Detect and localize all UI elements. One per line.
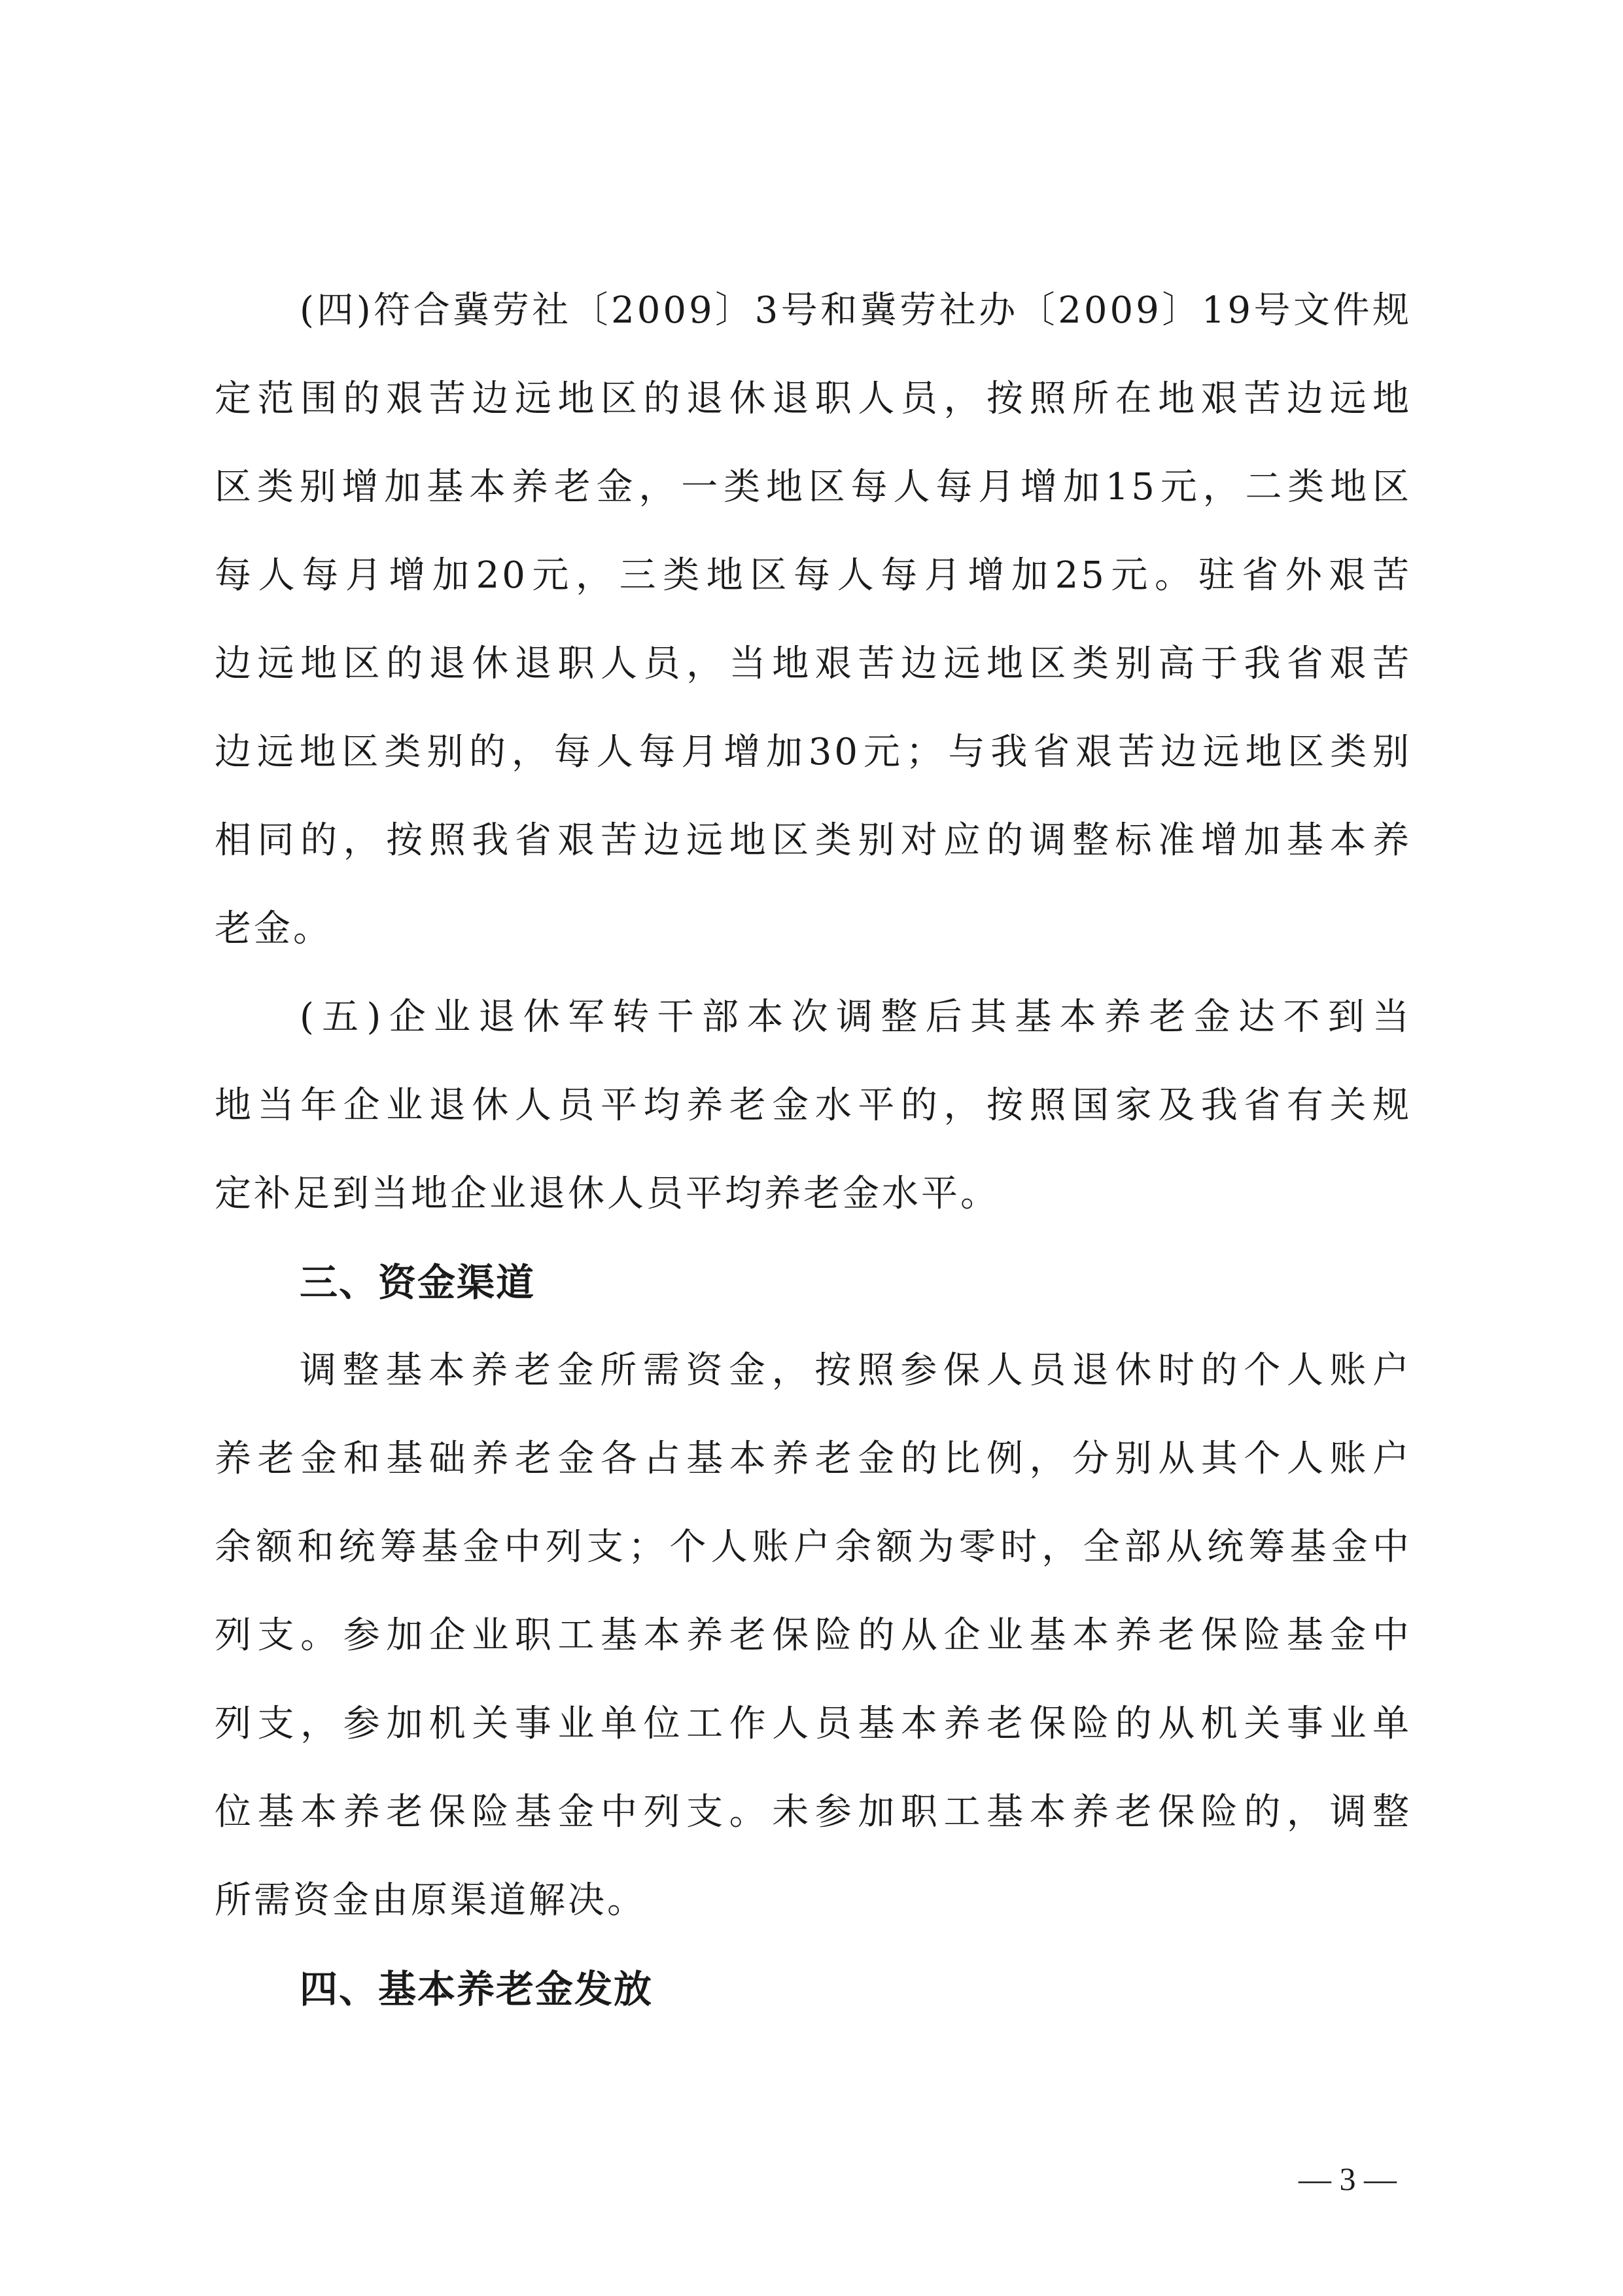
page-number: — 3 — <box>1299 2161 1397 2197</box>
paragraph-5-line-3: 定补足到当地企业退休人员平均养老金水平。 <box>215 1173 1000 1215</box>
paragraph-4-line-1: (四)符合冀劳社〔2009〕3号和冀劳社办〔2009〕19号文件规 <box>300 289 1412 332</box>
section-3-heading: 三、资金渠道 <box>300 1260 536 1305</box>
section-3-line-5: 列支，参加机关事业单位工作人员基本养老保险的从机关事业单 <box>215 1703 1412 1745</box>
section-3-line-2: 养老金和基础养老金各占基本养老金的比例，分别从其个人账户 <box>215 1438 1412 1480</box>
paragraph-4-line-2: 定范围的艰苦边远地区的退休退职人员，按照所在地艰苦边远地 <box>215 378 1412 420</box>
paragraph-4-line-4: 每人每月增加20元，三类地区每人每月增加25元。驻省外艰苦 <box>215 554 1412 597</box>
paragraph-5-line-2: 地当年企业退休人员平均养老金水平的，按照国家及我省有关规 <box>215 1084 1412 1127</box>
section-3-line-3: 余额和统筹基金中列支；个人账户余额为零时，全部从统筹基金中 <box>215 1526 1412 1568</box>
paragraph-4-line-6: 边远地区类别的，每人每月增加30元；与我省艰苦边远地区类别 <box>215 731 1412 773</box>
section-3-line-6: 位基本养老保险基金中列支。未参加职工基本养老保险的，调整 <box>215 1791 1412 1833</box>
section-3-line-4: 列支。参加企业职工基本养老保险的从企业基本养老保险基金中 <box>215 1614 1412 1657</box>
paragraph-4-line-5: 边远地区的退休退职人员，当地艰苦边远地区类别高于我省艰苦 <box>215 643 1412 685</box>
paragraph-4-line-3: 区类别增加基本养老金，一类地区每人每月增加15元，二类地区 <box>215 466 1412 508</box>
paragraph-4-line-7: 相同的，按照我省艰苦边远地区类别对应的调整标准增加基本养 <box>215 819 1412 862</box>
paragraph-5-line-1: (五)企业退休军转干部本次调整后其基本养老金达不到当 <box>300 996 1412 1038</box>
section-3-line-7: 所需资金由原渠道解决。 <box>215 1879 646 1922</box>
section-3-line-1: 调整基本养老金所需资金，按照参保人员退休时的个人账户 <box>300 1349 1412 1392</box>
paragraph-4-line-8: 老金。 <box>215 908 332 950</box>
section-4-heading: 四、基本养老金发放 <box>300 1967 654 2011</box>
